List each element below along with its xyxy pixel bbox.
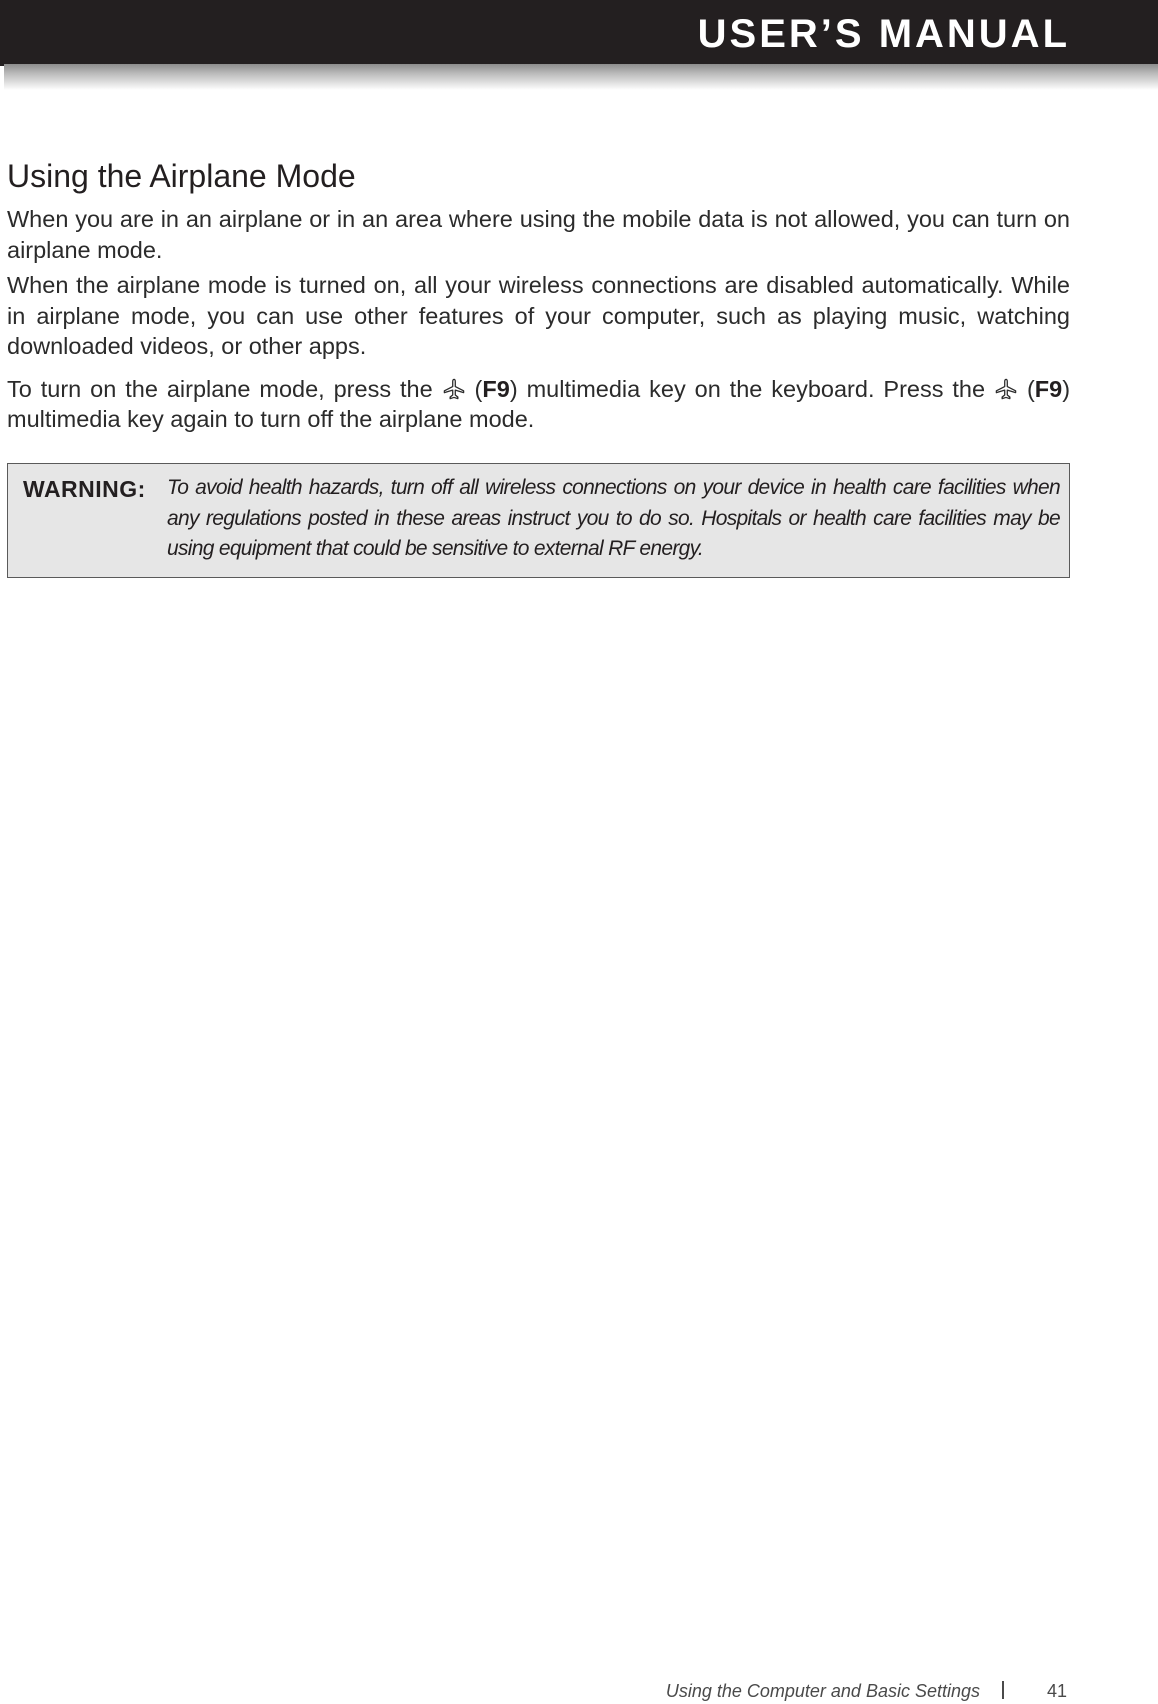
open-paren-1: ( xyxy=(474,375,483,402)
instruction-part-1: To turn on the airplane mode, press the xyxy=(7,375,433,402)
airplane-icon xyxy=(995,378,1017,400)
header-banner xyxy=(0,0,1158,66)
warning-text: To avoid health hazards, turn off all wireless connections on your device in health care facilities when any regulations posted in these areas instruct you to do so. Hospitals or health care facilities may be using equipment that could be sensitive to external RF energy. xyxy=(167,476,1060,560)
main-content xyxy=(7,156,1070,440)
f9-key-label: F9 xyxy=(482,375,510,402)
instruction-part-2: multimedia key on the keyboard. Press the xyxy=(526,375,986,402)
warning-label: WARNING: xyxy=(23,476,146,502)
page-number: 41 xyxy=(1047,1681,1068,1701)
header-shadow xyxy=(4,64,1158,90)
details-paragraph: When the airplane mode is turned on, all your wireless connections are disabled automatically. While in airplane mode, you can use other features of your computer, such as playing music, watching downloaded videos, or other apps. xyxy=(7,272,1070,359)
warning-box xyxy=(7,463,1070,578)
footer-section-name: Using the Computer and Basic Settings xyxy=(665,1681,980,1701)
f9-key-label: F9 xyxy=(1034,375,1063,402)
instruction-part-3: multimedia key again to turn off the airplane mode. xyxy=(7,406,535,432)
intro-paragraph: When you are in an airplane or in an area where using the mobile data is not allowed, you can turn on airplane mode. xyxy=(7,206,1070,263)
footer-divider xyxy=(1002,1681,1004,1699)
section-title: Using the Airplane Mode xyxy=(7,158,356,194)
close-paren-2: ) xyxy=(1062,375,1071,402)
close-paren-1: ) xyxy=(509,375,518,402)
manual-title: USER’S MANUAL xyxy=(697,12,1070,56)
airplane-icon xyxy=(443,378,465,400)
open-paren-2: ( xyxy=(1026,375,1035,402)
instruction-paragraph xyxy=(7,374,1070,435)
